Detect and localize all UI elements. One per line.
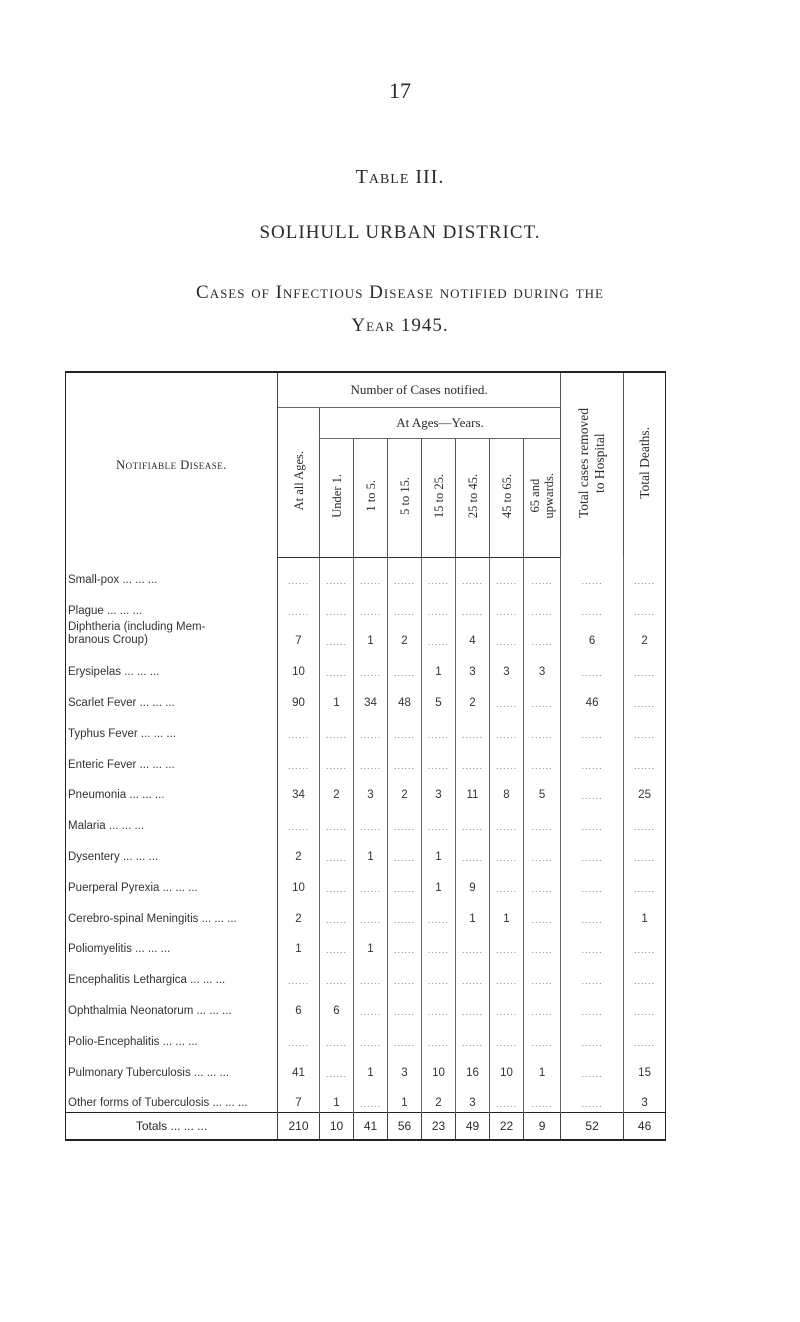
cell-value: ...... <box>278 743 320 774</box>
table-row <box>66 1082 666 1113</box>
cell-value: ...... <box>561 650 624 681</box>
cell-value: 16 <box>456 1051 490 1082</box>
table-label: Table III. <box>355 166 445 188</box>
cell-value: ...... <box>624 928 666 959</box>
cell-value: 1 <box>524 1051 561 1082</box>
cell-value: ...... <box>456 804 490 835</box>
cell-value: ...... <box>490 681 524 712</box>
cell-value: ...... <box>320 1051 354 1082</box>
cell-value: 5 <box>422 681 456 712</box>
table-row <box>66 681 666 712</box>
district-title: SOLIHULL URBAN DISTRICT. <box>259 222 541 243</box>
cell-value: ...... <box>524 835 561 866</box>
cell-value: ...... <box>320 650 354 681</box>
total-value: 41 <box>354 1113 388 1141</box>
cell-value: 1 <box>490 897 524 928</box>
disease-name: Malaria ... ... ... <box>66 804 278 835</box>
cell-value: 6 <box>561 620 624 651</box>
cell-value: ...... <box>320 743 354 774</box>
cell-value: 2 <box>624 620 666 651</box>
page-number: 17 <box>389 78 411 103</box>
cell-value: 41 <box>278 1051 320 1082</box>
disease-name: Encephalitis Lethargica ... ... ... <box>66 958 278 989</box>
table-row <box>66 1051 666 1082</box>
cell-value: ...... <box>388 897 422 928</box>
cell-value: ...... <box>490 558 524 589</box>
cell-value: ...... <box>561 989 624 1020</box>
cell-value: ...... <box>624 712 666 743</box>
cell-value: 6 <box>278 989 320 1020</box>
cell-value: 2 <box>278 835 320 866</box>
cell-value: ...... <box>524 866 561 897</box>
cell-value: ...... <box>320 897 354 928</box>
cell-value: ...... <box>354 712 388 743</box>
total-value: 46 <box>624 1113 666 1141</box>
cell-value: ...... <box>524 589 561 620</box>
age-band-header: 1 to 5. <box>354 439 388 558</box>
disease-name: Diphtheria (including Mem- branous Croup) <box>66 620 278 651</box>
cell-value: 4 <box>456 620 490 651</box>
cell-value: ...... <box>524 958 561 989</box>
cell-value: 3 <box>624 1082 666 1113</box>
number-notified-header: Number of Cases notified. <box>278 372 561 408</box>
table-row <box>66 650 666 681</box>
cell-value: ...... <box>561 958 624 989</box>
cell-value: 8 <box>490 774 524 805</box>
cell-value: ...... <box>490 804 524 835</box>
cell-value: ...... <box>624 835 666 866</box>
cell-value: ...... <box>624 989 666 1020</box>
cell-value: ...... <box>278 1020 320 1051</box>
cell-value: 1 <box>278 928 320 959</box>
caption-line-2: Year 1945. <box>351 315 449 336</box>
cell-value: ...... <box>456 928 490 959</box>
cell-value: ...... <box>524 681 561 712</box>
cell-value: ...... <box>354 989 388 1020</box>
cell-value: ...... <box>624 589 666 620</box>
disease-name: Pneumonia ... ... ... <box>66 774 278 805</box>
cell-value: 1 <box>388 1082 422 1113</box>
cell-value: ...... <box>490 866 524 897</box>
cell-value: ...... <box>624 1020 666 1051</box>
disease-name: Pulmonary Tuberculosis ... ... ... <box>66 1051 278 1082</box>
infectious-disease-table <box>65 371 666 1141</box>
cell-value: 3 <box>388 1051 422 1082</box>
cell-value: ...... <box>320 712 354 743</box>
total-value: 22 <box>490 1113 524 1141</box>
cell-value: ...... <box>354 589 388 620</box>
total-value: 10 <box>320 1113 354 1141</box>
cell-value: ...... <box>354 1020 388 1051</box>
cell-value: ...... <box>388 650 422 681</box>
table-row <box>66 712 666 743</box>
table-row <box>66 835 666 866</box>
disease-column-header: Notifiable Disease. <box>66 372 278 558</box>
total-value: 210 <box>278 1113 320 1141</box>
cell-value: ...... <box>524 743 561 774</box>
cell-value: ...... <box>320 589 354 620</box>
disease-name: Plague ... ... ... <box>66 589 278 620</box>
cell-value: 3 <box>354 774 388 805</box>
table-row <box>66 958 666 989</box>
cell-value: ...... <box>422 928 456 959</box>
cell-value: 3 <box>422 774 456 805</box>
disease-name: Polio-Encephalitis ... ... ... <box>66 1020 278 1051</box>
cell-value: ...... <box>278 712 320 743</box>
cell-value: ...... <box>422 897 456 928</box>
table-row <box>66 743 666 774</box>
cell-value: 6 <box>320 989 354 1020</box>
cell-value: 7 <box>278 1082 320 1113</box>
cell-value: ...... <box>490 620 524 651</box>
disease-name: Enteric Fever ... ... ... <box>66 743 278 774</box>
cell-value: ...... <box>490 743 524 774</box>
table-row <box>66 866 666 897</box>
cell-value: ...... <box>320 620 354 651</box>
cell-value: ...... <box>320 804 354 835</box>
table-row <box>66 928 666 959</box>
cell-value: ...... <box>490 928 524 959</box>
cell-value: ...... <box>524 928 561 959</box>
cell-value: ...... <box>278 589 320 620</box>
cell-value: ...... <box>561 1051 624 1082</box>
disease-name: Poliomyelitis ... ... ... <box>66 928 278 959</box>
cell-value: 10 <box>422 1051 456 1082</box>
cell-value: ...... <box>524 1082 561 1113</box>
cell-value: 1 <box>354 928 388 959</box>
disease-name: Cerebro-spinal Meningitis ... ... ... <box>66 897 278 928</box>
cell-value: ...... <box>624 958 666 989</box>
cell-value: ...... <box>456 589 490 620</box>
age-band-header: 25 to 45. <box>456 439 490 558</box>
cell-value: ...... <box>422 620 456 651</box>
cell-value: ...... <box>320 928 354 959</box>
cell-value: ...... <box>456 743 490 774</box>
cell-value: ...... <box>388 835 422 866</box>
cell-value: ...... <box>354 804 388 835</box>
totals-row <box>66 1113 666 1141</box>
table-row <box>66 589 666 620</box>
cell-value: ...... <box>524 558 561 589</box>
cell-value: ...... <box>490 1082 524 1113</box>
cell-value: 1 <box>354 1051 388 1082</box>
cell-value: ...... <box>456 558 490 589</box>
cell-value: ...... <box>388 866 422 897</box>
cell-value: ...... <box>456 958 490 989</box>
cell-value: ...... <box>320 866 354 897</box>
cell-value: ...... <box>561 928 624 959</box>
total-value: 49 <box>456 1113 490 1141</box>
cell-value: 90 <box>278 681 320 712</box>
cell-value: ...... <box>388 743 422 774</box>
cell-value: ...... <box>561 897 624 928</box>
cell-value: ...... <box>388 958 422 989</box>
cell-value: ...... <box>561 558 624 589</box>
cell-value: ...... <box>354 650 388 681</box>
cell-value: ...... <box>422 1020 456 1051</box>
cell-value: ...... <box>278 958 320 989</box>
cell-value: 1 <box>422 866 456 897</box>
disease-name: Dysentery ... ... ... <box>66 835 278 866</box>
cell-value: 7 <box>278 620 320 651</box>
cell-value: ...... <box>561 774 624 805</box>
age-band-header: Under 1. <box>320 439 354 558</box>
disease-name: Ophthalmia Neonatorum ... ... ... <box>66 989 278 1020</box>
cell-value: ...... <box>354 558 388 589</box>
table-row <box>66 620 666 651</box>
cell-value: ...... <box>388 804 422 835</box>
cell-value: ...... <box>561 1020 624 1051</box>
cell-value: ...... <box>561 743 624 774</box>
cell-value: 2 <box>278 897 320 928</box>
cell-value: ...... <box>490 958 524 989</box>
cell-value: 1 <box>422 650 456 681</box>
cell-value: 3 <box>456 1082 490 1113</box>
cell-value: 1 <box>422 835 456 866</box>
cell-value: 1 <box>456 897 490 928</box>
cell-value: 9 <box>456 866 490 897</box>
cell-value: 3 <box>524 650 561 681</box>
caption-line-1: Cases of Infectious Disease notified during the <box>196 282 604 303</box>
disease-name: Typhus Fever ... ... ... <box>66 712 278 743</box>
cell-value: 1 <box>354 620 388 651</box>
table-row <box>66 774 666 805</box>
cell-value: ...... <box>422 589 456 620</box>
disease-name: Other forms of Tuberculosis ... ... ... <box>66 1082 278 1113</box>
cell-value: 3 <box>490 650 524 681</box>
cell-value: ...... <box>320 958 354 989</box>
cell-value: ...... <box>524 712 561 743</box>
cell-value: ...... <box>354 743 388 774</box>
cell-value: 1 <box>354 835 388 866</box>
cell-value: 10 <box>490 1051 524 1082</box>
cell-value: 48 <box>388 681 422 712</box>
cell-value: ...... <box>388 928 422 959</box>
cell-value: ...... <box>456 712 490 743</box>
table-row <box>66 897 666 928</box>
cell-value: ...... <box>388 558 422 589</box>
cell-value: ...... <box>422 558 456 589</box>
cell-value: 10 <box>278 650 320 681</box>
disease-name: Small-pox ... ... ... <box>66 558 278 589</box>
cell-value: ...... <box>524 897 561 928</box>
cell-value: 2 <box>456 681 490 712</box>
cell-value: 2 <box>422 1082 456 1113</box>
cell-value: ...... <box>456 835 490 866</box>
cell-value: 1 <box>320 1082 354 1113</box>
cell-value: 46 <box>561 681 624 712</box>
cell-value: ...... <box>624 558 666 589</box>
cell-value: ...... <box>422 804 456 835</box>
cell-value: ...... <box>624 866 666 897</box>
cell-value: ...... <box>422 989 456 1020</box>
disease-name: Scarlet Fever ... ... ... <box>66 681 278 712</box>
cell-value: ...... <box>422 743 456 774</box>
cell-value: ...... <box>320 558 354 589</box>
cell-value: ...... <box>456 1020 490 1051</box>
cell-value: ...... <box>388 712 422 743</box>
cell-value: ...... <box>388 1020 422 1051</box>
cell-value: ...... <box>490 712 524 743</box>
cell-value: ...... <box>320 835 354 866</box>
cell-value: ...... <box>524 804 561 835</box>
age-band-header: 15 to 25. <box>422 439 456 558</box>
cell-value: ...... <box>624 650 666 681</box>
cell-value: ...... <box>624 681 666 712</box>
cell-value: 1 <box>624 897 666 928</box>
cell-value: ...... <box>524 989 561 1020</box>
cell-value: ...... <box>354 866 388 897</box>
cell-value: ...... <box>490 835 524 866</box>
cell-value: 11 <box>456 774 490 805</box>
cell-value: 10 <box>278 866 320 897</box>
cell-value: ...... <box>561 712 624 743</box>
totals-label: Totals ... ... ... <box>66 1113 278 1141</box>
cell-value: 25 <box>624 774 666 805</box>
cell-value: ...... <box>490 589 524 620</box>
table-row <box>66 558 666 589</box>
total-value: 23 <box>422 1113 456 1141</box>
total-value: 56 <box>388 1113 422 1141</box>
total-value: 9 <box>524 1113 561 1141</box>
cell-value: ...... <box>561 835 624 866</box>
disease-name: Puerperal Pyrexia ... ... ... <box>66 866 278 897</box>
cell-value: 34 <box>354 681 388 712</box>
cell-value: ...... <box>524 620 561 651</box>
cell-value: ...... <box>354 958 388 989</box>
cell-value: 5 <box>524 774 561 805</box>
cell-value: 3 <box>456 650 490 681</box>
table-row <box>66 989 666 1020</box>
age-band-header: 65 and upwards. <box>524 439 561 558</box>
cell-value: ...... <box>561 1082 624 1113</box>
at-ages-years-header: At Ages—Years. <box>320 408 561 439</box>
table-row <box>66 804 666 835</box>
table-row <box>66 1020 666 1051</box>
cell-value: 2 <box>388 620 422 651</box>
cell-value: 1 <box>320 681 354 712</box>
cell-value: 2 <box>388 774 422 805</box>
total-value: 52 <box>561 1113 624 1141</box>
removed-to-hospital-header: Total cases removed to Hospital <box>561 372 624 558</box>
cell-value: ...... <box>624 743 666 774</box>
cell-value: ...... <box>561 804 624 835</box>
cell-value: ...... <box>624 804 666 835</box>
cell-value: ...... <box>490 1020 524 1051</box>
cell-value: ...... <box>456 989 490 1020</box>
cell-value: ...... <box>422 958 456 989</box>
cell-value: ...... <box>490 989 524 1020</box>
cell-value: ...... <box>354 897 388 928</box>
cell-value: ...... <box>422 712 456 743</box>
cell-value: 34 <box>278 774 320 805</box>
cell-value: ...... <box>388 989 422 1020</box>
cell-value: ...... <box>278 558 320 589</box>
cell-value: ...... <box>320 1020 354 1051</box>
cell-value: ...... <box>561 866 624 897</box>
at-all-ages-header: At all Ages. <box>278 408 320 558</box>
cell-value: 2 <box>320 774 354 805</box>
cell-value: ...... <box>524 1020 561 1051</box>
total-deaths-header: Total Deaths. <box>624 372 666 558</box>
disease-name: Erysipelas ... ... ... <box>66 650 278 681</box>
cell-value: 15 <box>624 1051 666 1082</box>
cell-value: ...... <box>561 589 624 620</box>
cell-value: ...... <box>278 804 320 835</box>
age-band-header: 5 to 15. <box>388 439 422 558</box>
age-band-header: 45 to 65. <box>490 439 524 558</box>
cell-value: ...... <box>388 589 422 620</box>
cell-value: ...... <box>354 1082 388 1113</box>
